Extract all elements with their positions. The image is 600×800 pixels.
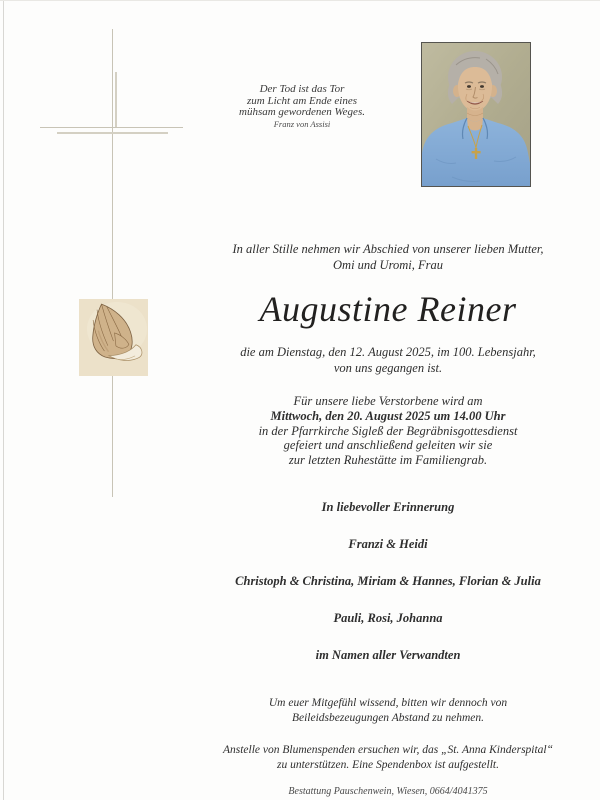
deceased-name: Augustine Reiner [259,289,517,329]
quote-line: zum Licht am Ende eines [247,94,357,107]
elderly-woman-portrait-image [422,43,530,186]
donation-line: zu unterstützen. Eine Spendenbox ist aufgestellt. [277,758,499,771]
death-info-block [190,344,586,376]
intro-block [190,242,586,273]
death-info-line: die am Dienstag, den 12. August 2025, im 100. Lebensjahr, [240,345,536,359]
memorial-line: im Namen aller Verwandten [315,648,461,662]
page-edge-left [3,0,4,800]
cross-horizontal-line-shadow [57,132,168,134]
quote-line: mühsam gewordenen Weges. [239,106,365,118]
memorial-line: Franzi & Heidi [348,537,428,551]
funeral-home-line: Bestattung Pauschenwein, Wiesen, 0664/4041375 [288,786,488,797]
praying-hands-image [79,299,148,376]
intro-line: Omi und Uromi, Frau [333,257,443,272]
service-line: Für unsere liebe Verstorbene wird am [293,394,483,408]
intro-line: In aller Stille nehmen wir Abschied von unserer lieben Mutter, [232,242,544,256]
service-line: in der Pfarrkirche Sigleß der Begräbnisgottesdienst [258,423,518,438]
memorial-line: Christoph & Christina, Miriam & Hannes, Florian & Julia [235,574,541,588]
donation-block [190,743,586,772]
condolence-block [190,696,586,725]
service-datetime-line: Mittwoch, den 20. August 2025 um 14.00 Uhr [270,408,506,423]
service-block [190,394,586,468]
memorial-heading: In liebevoller Erinnerung [321,500,455,514]
quote-line: Der Tod ist das Tor [259,83,345,95]
praying-hands-drawing [79,299,148,376]
condolence-line: Um euer Mitgefühl wissend, bitten wir dennoch von [268,697,508,709]
donation-line: Anstelle von Blumenspenden ersuchen wir, das „St. Anna Kinderspital“ [222,744,554,756]
page-edge-top [0,0,600,1]
service-line: zur letzten Ruhestätte im Familiengrab. [288,453,488,468]
death-info-line: von uns gegangen ist. [333,361,443,375]
memorial-line: Pauli, Rosi, Johanna [333,611,443,625]
portrait-photo [421,42,531,187]
quote-attribution: Franz von Assisi [273,118,331,129]
condolence-line: Beileidsbezeugungen Abstand zu nehmen. [291,711,485,724]
service-line: gefeiert und anschließend geleiten wir sie [283,438,493,453]
